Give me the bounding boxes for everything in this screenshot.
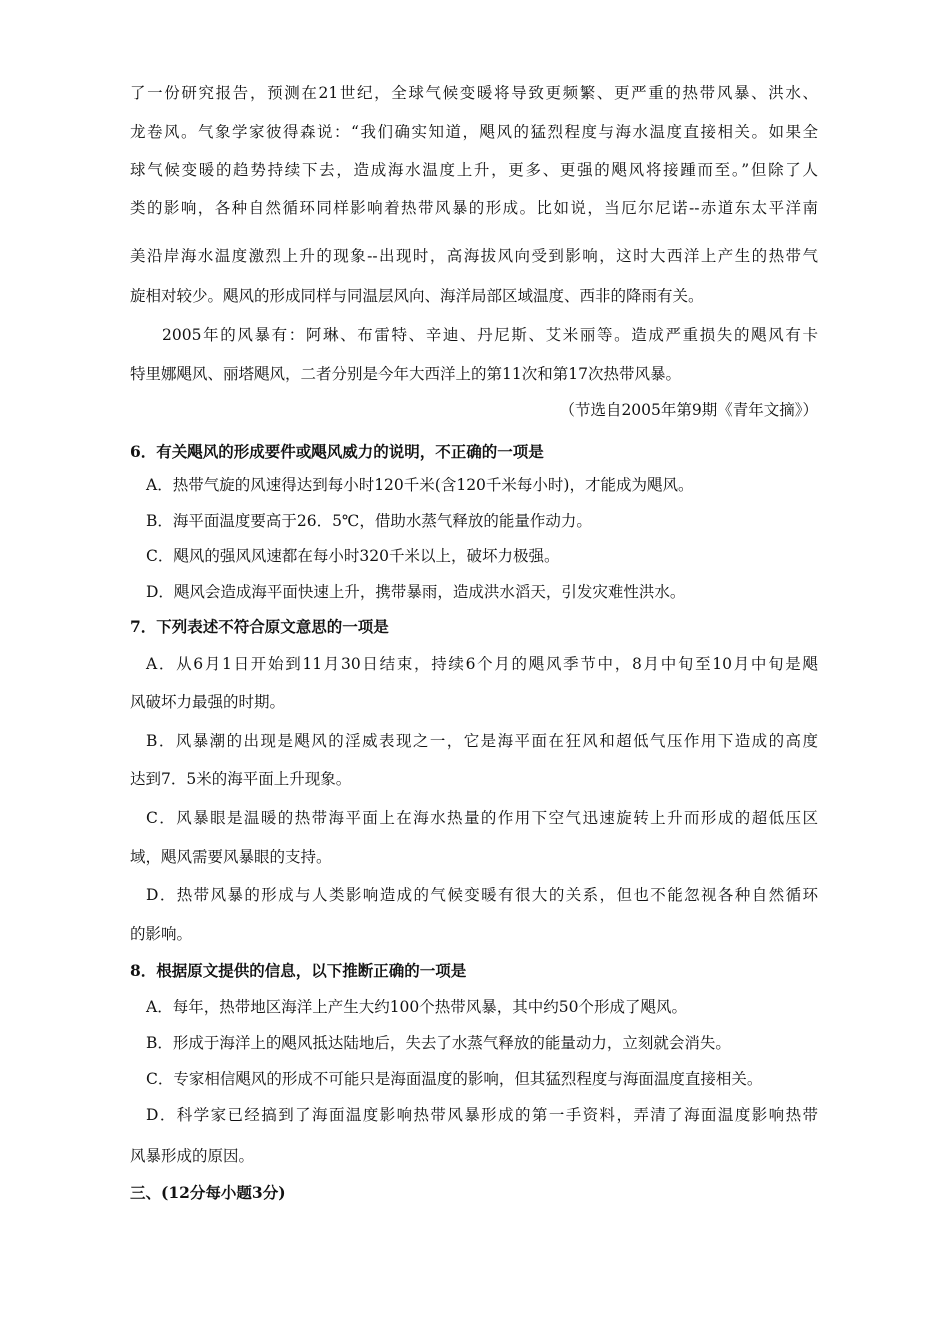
passage-line-3: 球气候变暖的趋势持续下去，造成海水温度上升，更多、更强的飓风将接踵而至。”但除了人	[130, 161, 818, 179]
question-8-option-a: A．每年，热带地区海洋上产生大约100个热带风暴，其中约50个形成了飓风。	[146, 998, 688, 1016]
question-7-option-c-line-1: C．风暴眼是温暖的热带海平面上在海水热量的作用下空气迅速旋转上升而形成的超低压区	[146, 809, 818, 827]
passage-line-1: 了一份研究报告，预测在21世纪，全球气候变暖将导致更频繁、更严重的热带风暴、洪水、	[130, 84, 818, 102]
question-7-option-c-line-2: 域，飓风需要风暴眼的支持。	[130, 848, 332, 866]
passage-line-4: 类的影响，各种自然循环同样影响着热带风暴的形成。比如说，当厄尔尼诺--赤道东太平洋南	[130, 199, 818, 217]
question-6-option-c: C．飓风的强风风速都在每小时320千米以上，破坏力极强。	[146, 547, 560, 565]
question-7-option-d-line-1: D．热带风暴的形成与人类影响造成的气候变暖有很大的关系，但也不能忽视各种自然循环	[146, 886, 818, 904]
question-6-option-a: A．热带气旋的风速得达到每小时120千米(含120千米每小时)，才能成为飓风。	[146, 476, 694, 494]
question-7-option-d-line-2: 的影响。	[130, 925, 193, 943]
question-7-option-b-line-2: 达到7．5米的海平面上升现象。	[130, 770, 352, 788]
question-6-stem: 6．有关飓风的形成要件或飓风威力的说明，不正确的一项是	[130, 442, 544, 461]
section-3-heading: 三、(12分每小题3分)	[130, 1183, 286, 1202]
passage-line-8: 特里娜飓风、丽塔飓风，二者分别是今年大西洋上的第11次和第17次热带风暴。	[130, 365, 681, 383]
question-7-option-b-line-1: B．风暴潮的出现是飓风的淫威表现之一，它是海平面在狂风和超低气压作用下造成的高度	[146, 732, 818, 750]
question-7-stem: 7．下列表述不符合原文意思的一项是	[130, 617, 389, 636]
question-8-stem: 8．根据原文提供的信息，以下推断正确的一项是	[130, 961, 467, 980]
question-6-option-b: B．海平面温度要高于26．5℃，借助水蒸气释放的能量作动力。	[146, 512, 592, 530]
question-6-option-d: D．飓风会造成海平面快速上升，携带暴雨，造成洪水滔天，引发灾难性洪水。	[146, 583, 686, 601]
question-7-option-a-line-2: 风破坏力最强的时期。	[130, 693, 286, 711]
question-8-option-c: C．专家相信飓风的形成不可能只是海面温度的影响，但其猛烈程度与海面温度直接相关。	[146, 1070, 763, 1088]
question-8-option-d-line-1: D．科学家已经搞到了海面温度影响热带风暴形成的第一手资料，弄清了海面温度影响热带	[146, 1106, 818, 1124]
passage-line-6: 旋相对较少。飓风的形成同样与同温层风向、海洋局部区域温度、西非的降雨有关。	[130, 287, 704, 305]
passage-line-2: 龙卷风。气象学家彼得森说：“我们确实知道，飓风的猛烈程度与海水温度直接相关。如果全	[130, 123, 818, 141]
question-8-option-d-line-2: 风暴形成的原因。	[130, 1147, 255, 1165]
passage-source: （节选自2005年第9期《青年文摘》）	[559, 401, 818, 419]
question-8-option-b: B．形成于海洋上的飓风抵达陆地后，失去了水蒸气释放的能量动力，立刻就会消失。	[146, 1034, 731, 1052]
passage-line-5: 美沿岸海水温度激烈上升的现象--出现时，高海拔风向受到影响，这时大西洋上产生的热带气	[130, 247, 818, 265]
question-7-option-a-line-1: A．从6月1日开始到11月30日结束，持续6个月的飓风季节中，8月中旬至10月中旬是飓	[146, 655, 818, 673]
passage-line-7: 2005年的风暴有：阿琳、布雷特、辛迪、丹尼斯、艾米丽等。造成严重损失的飓风有卡	[162, 326, 818, 344]
